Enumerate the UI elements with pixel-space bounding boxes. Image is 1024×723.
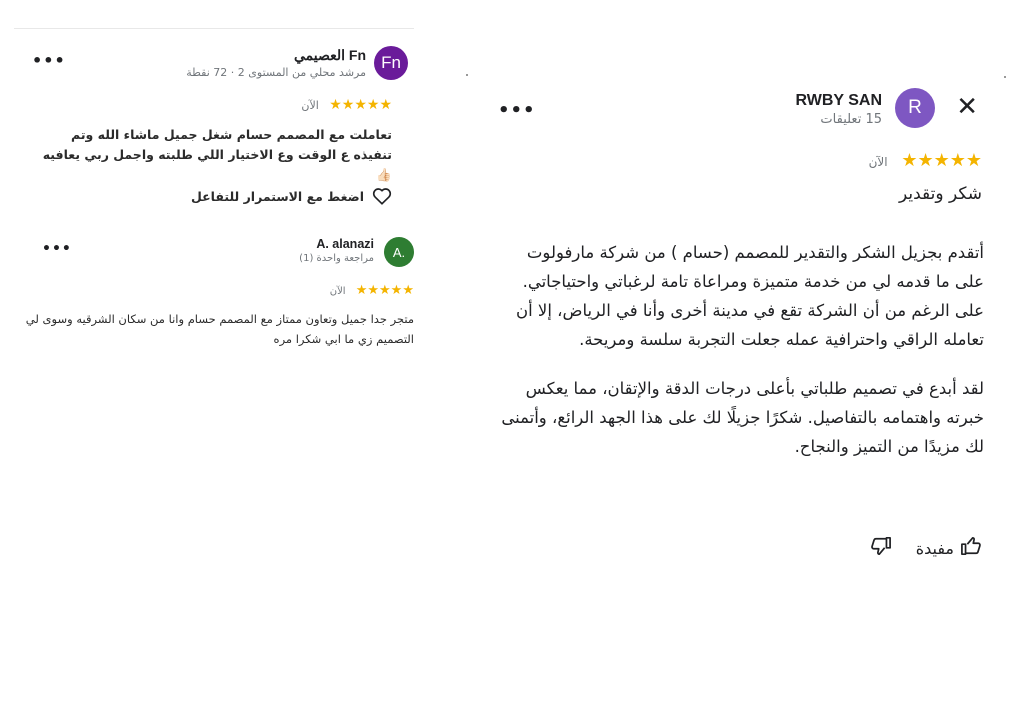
- reviewer-name[interactable]: A. alanazi: [316, 237, 374, 251]
- close-icon[interactable]: ✕: [956, 92, 978, 122]
- review-text: تعاملت مع المصمم حسام شغل جميل ماشاء الله وتم تنفيذه ع الوقت وع الاختيار اللي طلبته واجمل ربي يعافيه 👍🏻: [42, 127, 392, 182]
- review-time: الآن: [329, 286, 346, 297]
- left-reviews-panel: [14, 28, 414, 359]
- review-detail-panel: [470, 78, 1000, 593]
- star-rating: ★★★★★: [355, 283, 414, 298]
- review-card: [14, 227, 414, 357]
- reviewer-name[interactable]: Fn العصيمي: [293, 47, 366, 63]
- star-rating: ★★★★★: [329, 97, 392, 113]
- thumbs-down-icon: [870, 536, 892, 560]
- review-card: [14, 29, 414, 219]
- review-text: [494, 238, 984, 481]
- reviewer-info: [795, 92, 882, 127]
- thumbs-down-button[interactable]: [870, 536, 892, 560]
- reviewer-name[interactable]: RWBY SAN: [795, 92, 882, 109]
- reviewer-meta: 15 تعليقات: [820, 112, 882, 127]
- rating-row: [301, 97, 392, 113]
- avatar[interactable]: R: [895, 88, 935, 128]
- divider-mark: [1004, 76, 1006, 78]
- heart-icon: [372, 187, 392, 205]
- react-button[interactable]: [191, 187, 392, 205]
- reviewer-meta: مرشد محلي من المستوى 2 · 72 نقطة: [186, 66, 366, 79]
- rating-row: [869, 150, 982, 171]
- reviewer-info: [186, 47, 366, 79]
- helpful-label: مفيدة: [915, 538, 954, 558]
- review-text: متجر جدا جميل وتعاون ممتاز مع المصمم حسام وانا من سكان الشرقيه وسوى لي التصميم زي ما ابي شكرا مره: [25, 312, 414, 346]
- reviewer-info: [299, 237, 374, 264]
- review-title: شكر وتقدير: [899, 184, 982, 204]
- star-rating: ★★★★★: [901, 150, 982, 171]
- helpful-button[interactable]: [916, 536, 982, 560]
- divider-mark: [466, 74, 468, 76]
- thumbs-up-icon: [960, 536, 982, 560]
- more-options-icon[interactable]: •••: [42, 241, 72, 257]
- review-paragraph: أتقدم بجزيل الشكر والتقدير للمصمم (حسام ) من شركة مارفولوت على ما قدمه لي من خدمة متميزة ومراعاة تامة لرغباتي واحتياجاتي. على الرغم من أن الشركة تقع في مدينة أخرى وأنا في الرياض، إلا أن تعامله الراقي واحترافية عمله جعلت التجربة سلسة ومريحة.: [515, 243, 984, 349]
- rating-row: [330, 283, 414, 298]
- review-actions: [870, 536, 982, 560]
- avatar[interactable]: Fn: [374, 46, 408, 80]
- more-options-icon[interactable]: •••: [32, 51, 66, 70]
- review-time: الآن: [301, 99, 319, 112]
- reviewer-meta: مراجعة واحدة (1): [299, 253, 374, 264]
- more-options-icon[interactable]: •••: [498, 100, 536, 121]
- avatar[interactable]: A.: [384, 237, 414, 267]
- react-label: اضغط مع الاستمرار للتفاعل: [190, 188, 364, 204]
- review-time: الآن: [868, 155, 888, 169]
- review-paragraph: لقد أبدع في تصميم طلباتي بأعلى درجات الدقة والإتقان، مما يعكس خبرته واهتمامه بالتفاصيل. شكرًا جزيلًا لك على هذا الجهد الرائع، وأتمنى لك مزيدًا من التميز والنجاح.: [501, 379, 984, 456]
